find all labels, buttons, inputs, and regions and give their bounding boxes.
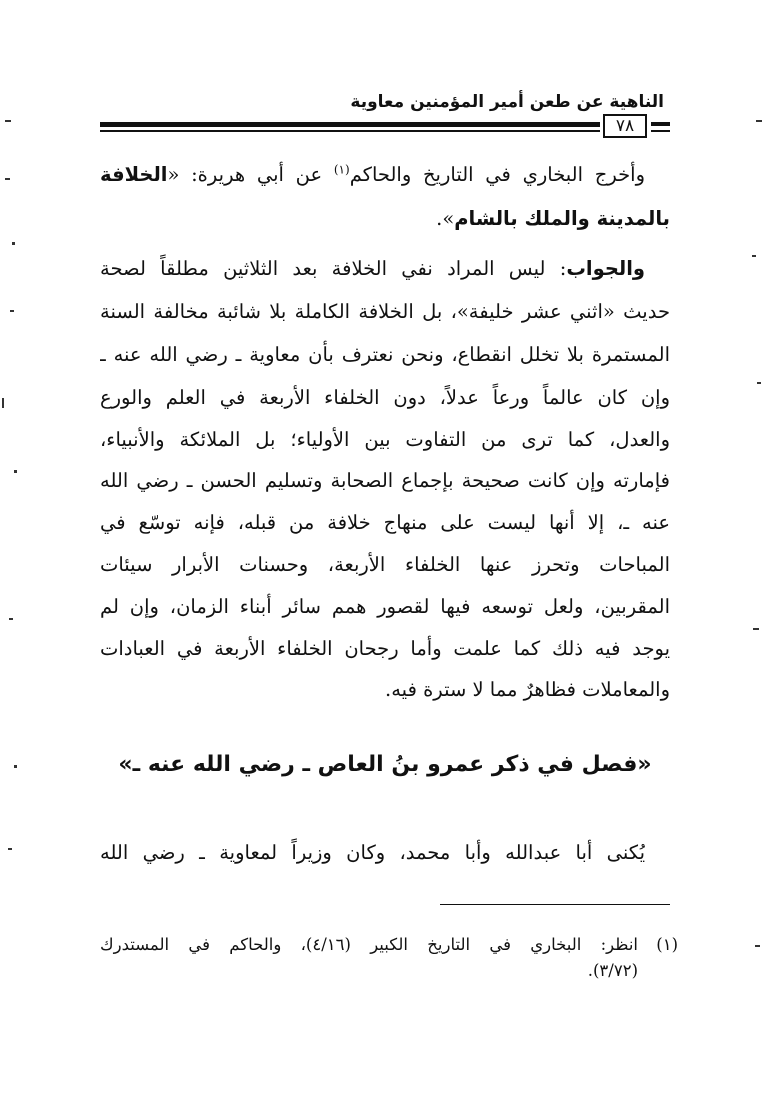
text-span: ». bbox=[436, 207, 455, 230]
text-span: وأخرج البخاري في التاريخ والحاكم bbox=[349, 163, 645, 186]
page-number: ٧٨ bbox=[603, 114, 647, 138]
scan-mark bbox=[756, 120, 762, 122]
header-rule bbox=[100, 130, 600, 132]
scan-mark bbox=[14, 470, 17, 473]
header-rule bbox=[651, 122, 670, 126]
footnote-text: انظر: البخاري في التاريخ الكبير (٤/١٦)، والحاكم في المستدرك bbox=[100, 935, 638, 954]
scan-mark bbox=[5, 178, 10, 180]
text-span: عن أبي هريرة: « bbox=[167, 163, 334, 186]
header-rule bbox=[100, 122, 600, 127]
text-line bbox=[100, 204, 670, 234]
scan-mark bbox=[753, 628, 759, 630]
footnote-line bbox=[100, 932, 678, 958]
running-header-title: الناهية عن طعن أمير المؤمنين معاوية bbox=[350, 92, 664, 112]
text-line: يُكنى أبا عبدالله وأبا محمد، وكان وزيراً لمعاوية ـ رضي الله bbox=[100, 841, 645, 864]
text-line: عنه ـ، إلا أنها ليست على منهاج خلافة من قبله، فإنه توسّع في bbox=[100, 511, 670, 534]
text-line bbox=[100, 160, 645, 190]
text-line: المقربين، ولعل توسعه فيها لقصور همم سائر أبناء الزمان، وإن لم bbox=[100, 595, 670, 618]
text-line: المباحات وتحرز عنها الخلفاء الأربعة، وحسنات الأبرار سيئات bbox=[100, 553, 670, 576]
scan-mark bbox=[8, 848, 12, 850]
scan-mark bbox=[2, 398, 4, 408]
scan-mark bbox=[5, 120, 11, 122]
text-line: وإن كان عالماً ورعاً عدلاً، دون الخلفاء الأربعة في العلم والورع bbox=[100, 386, 670, 409]
text-line: المستمرة بلا تخلل انقطاع، ونحن نعترف بأن معاوية ـ رضي الله عنه ـ bbox=[100, 343, 670, 366]
footnote-ref[interactable]: (١) bbox=[333, 162, 350, 177]
text-line bbox=[100, 254, 645, 284]
scan-mark bbox=[14, 765, 17, 768]
footnote-rule bbox=[440, 904, 670, 905]
text-line: يوجد فيه ذلك كما علمت وأما رجحان الخلفاء الأربعة في العبادات bbox=[100, 637, 670, 660]
header-rule bbox=[651, 130, 670, 132]
section-heading: «فصل في ذكر عمرو بنُ العاص ـ رضي الله عنه ـ» bbox=[118, 752, 652, 777]
scan-mark bbox=[757, 382, 761, 384]
scan-mark bbox=[755, 945, 760, 947]
text-span: : ليس المراد نفي الخلافة بعد الثلاثين مطلقاً لصحة bbox=[100, 257, 567, 280]
text-line: والمعاملات فظاهرٌ مما لا سترة فيه. bbox=[385, 678, 670, 701]
quote-bold: بالمدينة والملك بالشام bbox=[454, 207, 670, 230]
text-line: فإمارته وإن كانت صحيحة بإجماع الصحابة وتسليم الحسن ـ رضي الله bbox=[100, 469, 670, 492]
text-line: حديث «اثني عشر خليفة»، بل الخلافة الكاملة بلا شائبة مخالفة السنة bbox=[100, 300, 670, 323]
scan-mark bbox=[12, 242, 15, 245]
answer-label: والجواب bbox=[566, 257, 645, 280]
footnote-number: (١) bbox=[656, 935, 678, 954]
scan-mark bbox=[752, 255, 756, 257]
quote-bold: الخلافة bbox=[100, 163, 168, 186]
text-line: والعدل، كما ترى من التفاوت بين الأولياء؛ بل الملائكة والأنبياء، bbox=[100, 428, 670, 451]
scan-mark bbox=[10, 310, 14, 312]
footnote-line: (٣/٧٢). bbox=[587, 961, 638, 980]
scan-mark bbox=[9, 618, 13, 620]
